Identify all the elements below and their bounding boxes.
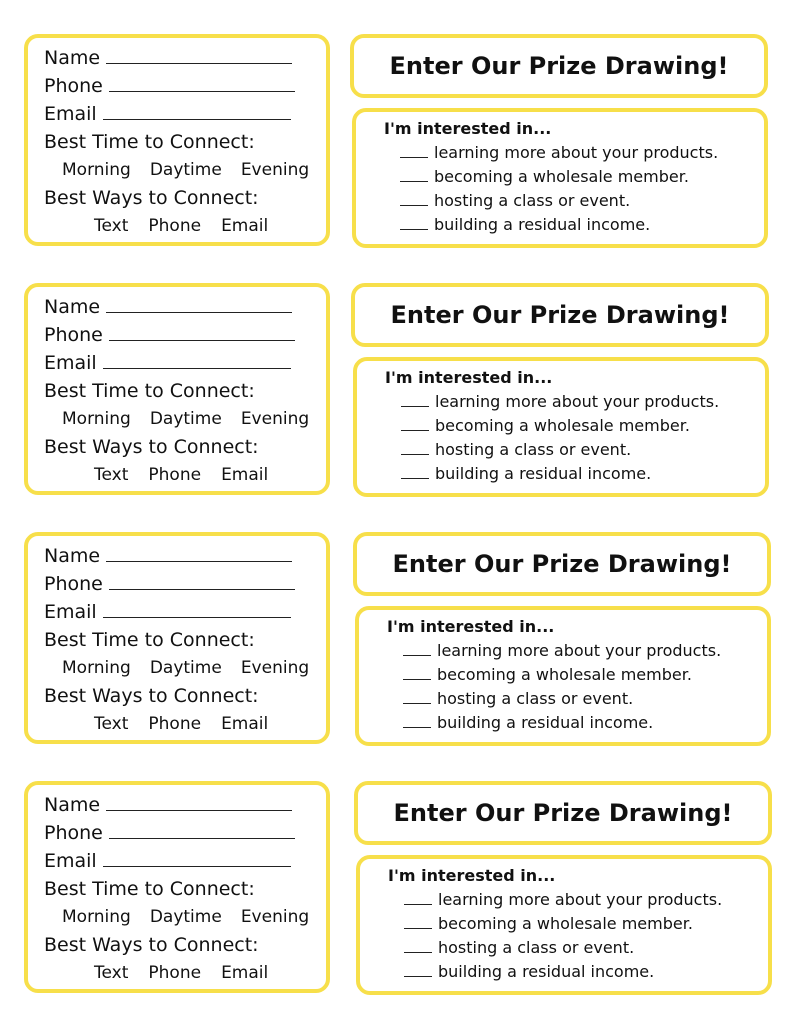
check-blank[interactable] — [400, 189, 428, 206]
phone-label: Phone — [44, 324, 103, 346]
check-blank[interactable] — [404, 912, 432, 929]
way-options — [44, 461, 326, 489]
time-options — [44, 903, 326, 931]
way-options — [44, 710, 326, 738]
way-option-text[interactable]: Text — [94, 963, 129, 983]
interest-heading: I'm interested in... — [384, 119, 552, 138]
time-option-evening[interactable]: Evening — [240, 658, 310, 678]
name-blank[interactable] — [106, 543, 292, 562]
check-blank[interactable] — [400, 213, 428, 230]
time-option-evening[interactable]: Evening — [240, 409, 310, 429]
interest-item-label: becoming a wholesale member. — [437, 665, 692, 684]
way-options — [44, 212, 326, 240]
way-option-text[interactable]: Text — [94, 465, 129, 485]
interest-item[interactable] — [388, 888, 768, 912]
interest-item[interactable] — [388, 936, 768, 960]
check-blank[interactable] — [401, 462, 429, 479]
interest-item-label: building a residual income. — [435, 464, 652, 483]
interest-item[interactable] — [384, 213, 764, 237]
interest-item[interactable] — [388, 912, 768, 936]
interest-item[interactable] — [384, 141, 764, 165]
name-label: Name — [44, 545, 101, 567]
email-label: Email — [44, 850, 97, 872]
interest-item[interactable] — [384, 189, 764, 213]
check-blank[interactable] — [403, 639, 431, 656]
way-option-email[interactable]: Email — [221, 465, 269, 485]
interest-box — [352, 108, 768, 248]
check-blank[interactable] — [404, 888, 432, 905]
name-blank[interactable] — [106, 45, 292, 64]
time-option-daytime[interactable]: Daytime — [149, 160, 222, 180]
time-options — [44, 654, 326, 682]
time-option-daytime[interactable]: Daytime — [149, 907, 222, 927]
interest-item-label: hosting a class or event. — [438, 938, 635, 957]
email-blank[interactable] — [103, 101, 291, 120]
best-ways-label: Best Ways to Connect: — [44, 436, 259, 458]
time-option-morning[interactable]: Morning — [62, 160, 131, 180]
email-blank[interactable] — [103, 599, 291, 618]
best-time-label: Best Time to Connect: — [44, 629, 255, 651]
name-line — [44, 44, 326, 72]
time-option-morning[interactable]: Morning — [62, 907, 131, 927]
contact-info-box — [24, 781, 330, 993]
interest-item[interactable] — [385, 414, 765, 438]
interest-item-label: becoming a wholesale member. — [438, 914, 693, 933]
way-option-phone[interactable]: Phone — [148, 216, 202, 236]
interest-item[interactable] — [387, 663, 767, 687]
phone-blank[interactable] — [109, 322, 295, 341]
interest-item-label: building a residual income. — [434, 215, 651, 234]
interest-item[interactable] — [385, 390, 765, 414]
phone-blank[interactable] — [109, 820, 295, 839]
check-blank[interactable] — [403, 663, 431, 680]
way-option-text[interactable]: Text — [94, 216, 129, 236]
email-line — [44, 847, 326, 875]
name-label: Name — [44, 47, 101, 69]
contact-info-box — [24, 34, 330, 246]
best-time-label: Best Time to Connect: — [44, 131, 255, 153]
time-option-daytime[interactable]: Daytime — [149, 658, 222, 678]
way-option-text[interactable]: Text — [94, 714, 129, 734]
check-blank[interactable] — [403, 711, 431, 728]
interest-heading: I'm interested in... — [388, 866, 556, 885]
interest-item-label: becoming a wholesale member. — [435, 416, 690, 435]
name-blank[interactable] — [106, 792, 292, 811]
interest-item-label: building a residual income. — [438, 962, 655, 981]
check-blank[interactable] — [404, 960, 432, 977]
name-label: Name — [44, 296, 101, 318]
interest-item[interactable] — [385, 462, 765, 486]
phone-line — [44, 819, 326, 847]
prize-drawing-headline: Enter Our Prize Drawing! — [354, 781, 772, 845]
prize-drawing-headline: Enter Our Prize Drawing! — [351, 283, 769, 347]
best-ways-label: Best Ways to Connect: — [44, 685, 259, 707]
best-ways-label: Best Ways to Connect: — [44, 934, 259, 956]
phone-label: Phone — [44, 822, 103, 844]
name-line — [44, 293, 326, 321]
email-line — [44, 349, 326, 377]
interest-box — [353, 357, 769, 497]
check-blank[interactable] — [401, 390, 429, 407]
interest-item[interactable] — [384, 165, 764, 189]
email-label: Email — [44, 103, 97, 125]
interest-item-label: hosting a class or event. — [437, 689, 634, 708]
name-label: Name — [44, 794, 101, 816]
contact-info-box — [24, 532, 330, 744]
phone-line — [44, 72, 326, 100]
email-blank[interactable] — [103, 350, 291, 369]
check-blank[interactable] — [404, 936, 432, 953]
interest-item-label: learning more about your products. — [434, 143, 719, 162]
interest-item-label: building a residual income. — [437, 713, 654, 732]
phone-line — [44, 570, 326, 598]
contact-info-box — [24, 283, 330, 495]
interest-item[interactable] — [388, 960, 768, 984]
check-blank[interactable] — [400, 165, 428, 182]
interest-item-label: learning more about your products. — [438, 890, 723, 909]
phone-label: Phone — [44, 75, 103, 97]
phone-blank[interactable] — [109, 73, 295, 92]
way-option-phone[interactable]: Phone — [148, 714, 202, 734]
email-blank[interactable] — [103, 848, 291, 867]
prize-drawing-headline: Enter Our Prize Drawing! — [353, 532, 771, 596]
interest-item[interactable] — [387, 687, 767, 711]
phone-label: Phone — [44, 573, 103, 595]
check-blank[interactable] — [400, 141, 428, 158]
way-options — [44, 959, 326, 987]
check-blank[interactable] — [401, 438, 429, 455]
best-time-label: Best Time to Connect: — [44, 380, 255, 402]
way-option-email[interactable]: Email — [221, 216, 269, 236]
time-options — [44, 156, 326, 184]
interest-box — [355, 606, 771, 746]
interest-item-label: learning more about your products. — [435, 392, 720, 411]
way-option-phone[interactable]: Phone — [148, 465, 202, 485]
email-label: Email — [44, 601, 97, 623]
time-option-evening[interactable]: Evening — [240, 160, 310, 180]
best-ways-label: Best Ways to Connect: — [44, 187, 259, 209]
time-options — [44, 405, 326, 433]
prize-drawing-headline: Enter Our Prize Drawing! — [350, 34, 768, 98]
check-blank[interactable] — [401, 414, 429, 431]
name-blank[interactable] — [106, 294, 292, 313]
interest-item[interactable] — [387, 711, 767, 735]
way-option-phone[interactable]: Phone — [148, 963, 202, 983]
way-option-email[interactable]: Email — [221, 714, 269, 734]
time-option-morning[interactable]: Morning — [62, 658, 131, 678]
phone-blank[interactable] — [109, 571, 295, 590]
way-option-email[interactable]: Email — [221, 963, 269, 983]
phone-line — [44, 321, 326, 349]
name-line — [44, 791, 326, 819]
interest-item-label: becoming a wholesale member. — [434, 167, 689, 186]
interest-item-label: learning more about your products. — [437, 641, 722, 660]
email-line — [44, 100, 326, 128]
email-label: Email — [44, 352, 97, 374]
email-line — [44, 598, 326, 626]
interest-item-label: hosting a class or event. — [435, 440, 632, 459]
interest-item[interactable] — [385, 438, 765, 462]
interest-item[interactable] — [387, 639, 767, 663]
check-blank[interactable] — [403, 687, 431, 704]
interest-item-label: hosting a class or event. — [434, 191, 631, 210]
interest-heading: I'm interested in... — [385, 368, 553, 387]
time-option-morning[interactable]: Morning — [62, 409, 131, 429]
interest-box — [356, 855, 772, 995]
time-option-daytime[interactable]: Daytime — [149, 409, 222, 429]
best-time-label: Best Time to Connect: — [44, 878, 255, 900]
name-line — [44, 542, 326, 570]
interest-heading: I'm interested in... — [387, 617, 555, 636]
time-option-evening[interactable]: Evening — [240, 907, 310, 927]
